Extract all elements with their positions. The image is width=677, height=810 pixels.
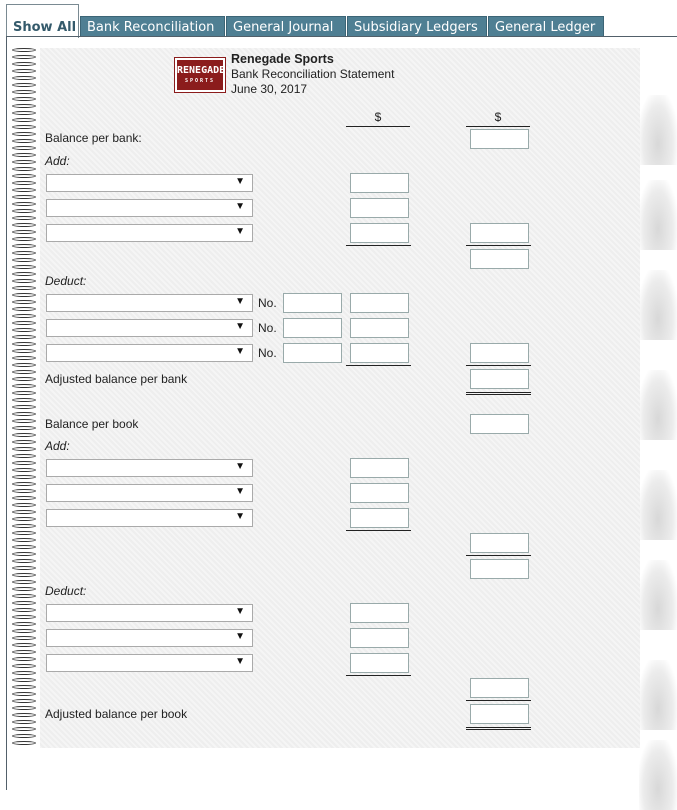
spiral-coil <box>12 447 36 451</box>
spiral-coil <box>12 188 36 192</box>
book-add-label: Add: <box>45 439 70 453</box>
spiral-coil <box>12 685 36 689</box>
bank-add-amount-3[interactable] <box>350 223 409 243</box>
subtotal-rule <box>466 245 531 246</box>
subtotal-rule <box>346 675 411 676</box>
tab-divider <box>6 36 677 37</box>
spiral-coil <box>12 55 36 59</box>
spiral-coil <box>12 181 36 185</box>
spiral-coil <box>12 195 36 199</box>
spiral-coil <box>12 167 36 171</box>
book-deduct-amount-2[interactable] <box>350 628 409 648</box>
subtotal-rule <box>466 700 531 701</box>
background-decoration <box>639 270 677 340</box>
spiral-coil <box>12 48 36 52</box>
subtotal-rule <box>346 365 411 366</box>
spiral-coil <box>12 741 36 745</box>
spiral-coil <box>12 720 36 724</box>
spiral-coil <box>12 727 36 731</box>
subtotal-rule <box>346 530 411 531</box>
spiral-coil <box>12 398 36 402</box>
spiral-coil <box>12 300 36 304</box>
spiral-coil <box>12 692 36 696</box>
book-add-amount-2[interactable] <box>350 483 409 503</box>
spiral-coil <box>12 594 36 598</box>
bank-deduct-amount-2[interactable] <box>350 318 409 338</box>
spiral-coil <box>12 132 36 136</box>
spiral-coil <box>12 384 36 388</box>
balance-per-book-label: Balance per book <box>45 417 139 431</box>
spiral-coil <box>12 321 36 325</box>
background-decoration <box>639 370 677 440</box>
spiral-coil <box>12 713 36 717</box>
spiral-coil <box>12 363 36 367</box>
background-decoration <box>639 560 677 630</box>
spiral-coil <box>12 608 36 612</box>
currency-header-col2: $ <box>466 110 530 127</box>
tab-bar <box>6 4 677 38</box>
bank-subtotal[interactable] <box>470 249 529 269</box>
book-add-select-2[interactable] <box>46 484 253 502</box>
spiral-coil <box>12 223 36 227</box>
spiral-coil <box>12 286 36 290</box>
balance-per-bank-label: Balance per bank: <box>45 131 142 145</box>
spiral-coil <box>12 566 36 570</box>
spiral-coil <box>12 622 36 626</box>
bank-deduct-number-1[interactable] <box>283 293 342 313</box>
bank-add-select-3[interactable] <box>46 224 253 242</box>
tab-general-ledger[interactable]: General Ledger <box>488 16 604 37</box>
adjusted-book-input[interactable] <box>470 704 529 724</box>
logo-text: RENEGADE <box>177 65 226 76</box>
background-decoration <box>639 740 677 810</box>
cheque-no-label: No. <box>258 321 277 335</box>
statement-title: Bank Reconciliation Statement <box>231 67 395 81</box>
spiral-coil <box>12 650 36 654</box>
spiral-coil <box>12 510 36 514</box>
tab-general-journal[interactable]: General Journal <box>226 16 346 37</box>
bank-deduct-amount-1[interactable] <box>350 293 409 313</box>
spiral-coil <box>12 307 36 311</box>
bank-add-select-2[interactable] <box>46 199 253 217</box>
company-name: Renegade Sports <box>231 52 334 66</box>
spiral-coil <box>12 349 36 353</box>
spiral-coil <box>12 230 36 234</box>
chevron-down-icon: ▼ <box>235 461 245 472</box>
spiral-coil <box>12 279 36 283</box>
spiral-coil <box>12 69 36 73</box>
book-subtotal[interactable] <box>470 559 529 579</box>
spiral-coil <box>12 160 36 164</box>
spiral-coil <box>12 629 36 633</box>
spiral-coil <box>12 671 36 675</box>
chevron-down-icon: ▼ <box>235 296 245 307</box>
spiral-coil <box>12 580 36 584</box>
spiral-coil <box>12 244 36 248</box>
tab-subsidiary-ledgers[interactable]: Subsidiary Ledgers <box>347 16 487 37</box>
chevron-down-icon: ▼ <box>235 226 245 237</box>
tab-bank-reconciliation[interactable]: Bank Reconciliation <box>80 16 225 37</box>
bank-deduct-select-3[interactable] <box>46 344 253 362</box>
spiral-coil <box>12 314 36 318</box>
spiral-coil <box>12 531 36 535</box>
spiral-coil <box>12 454 36 458</box>
adjusted-bank-input[interactable] <box>470 369 529 389</box>
bank-deduct-total[interactable] <box>470 343 529 363</box>
spiral-coil <box>12 202 36 206</box>
statement-header <box>231 52 394 97</box>
chevron-down-icon: ▼ <box>235 606 245 617</box>
spiral-coil <box>12 517 36 521</box>
chevron-down-icon: ▼ <box>235 346 245 357</box>
book-deduct-select-3[interactable] <box>46 654 253 672</box>
spiral-coil <box>12 174 36 178</box>
bank-deduct-label: Deduct: <box>45 274 87 288</box>
spiral-coil <box>12 342 36 346</box>
spiral-coil <box>12 559 36 563</box>
adjusted-book-label: Adjusted balance per book <box>45 707 188 721</box>
spiral-coil <box>12 258 36 262</box>
statement-date: June 30, 2017 <box>231 82 308 96</box>
chevron-down-icon: ▼ <box>235 486 245 497</box>
spiral-coil <box>12 489 36 493</box>
background-decoration <box>639 660 677 730</box>
spiral-coil <box>12 62 36 66</box>
chevron-down-icon: ▼ <box>235 631 245 642</box>
bank-add-label: Add: <box>45 154 70 168</box>
spiral-coil <box>12 90 36 94</box>
spiral-coil <box>12 209 36 213</box>
spiral-coil <box>12 699 36 703</box>
spiral-coil <box>12 643 36 647</box>
spiral-coil <box>12 335 36 339</box>
book-add-amount-1[interactable] <box>350 458 409 478</box>
chevron-down-icon: ▼ <box>235 656 245 667</box>
background-decoration <box>639 470 677 540</box>
book-deduct-select-1[interactable] <box>46 604 253 622</box>
spiral-coil <box>12 496 36 500</box>
book-deduct-label: Deduct: <box>45 584 87 598</box>
spiral-coil <box>12 552 36 556</box>
spiral-coil <box>12 356 36 360</box>
spiral-coil <box>12 468 36 472</box>
subtotal-rule <box>346 245 411 246</box>
spiral-coil <box>12 97 36 101</box>
spiral-coil <box>12 426 36 430</box>
company-logo <box>175 58 225 92</box>
bank-deduct-number-2[interactable] <box>283 318 342 338</box>
spiral-coil <box>12 125 36 129</box>
spiral-coil <box>12 440 36 444</box>
bank-deduct-select-1[interactable] <box>46 294 253 312</box>
book-deduct-amount-3[interactable] <box>350 653 409 673</box>
book-add-amount-3[interactable] <box>350 508 409 528</box>
logo-subtext: SPORTS <box>184 78 216 84</box>
spiral-coil <box>12 573 36 577</box>
bank-deduct-number-3[interactable] <box>283 343 342 363</box>
spiral-coil <box>12 370 36 374</box>
chevron-down-icon: ▼ <box>235 321 245 332</box>
chevron-down-icon: ▼ <box>235 511 245 522</box>
spiral-coil <box>12 636 36 640</box>
spiral-coil <box>12 601 36 605</box>
spiral-coil <box>12 251 36 255</box>
currency-header-col1: $ <box>346 110 410 127</box>
spiral-coil <box>12 657 36 661</box>
spiral-coil <box>12 83 36 87</box>
spiral-coil <box>12 503 36 507</box>
spiral-coil <box>12 706 36 710</box>
subtotal-rule <box>466 365 531 366</box>
balance-per-bank-input[interactable] <box>470 129 529 149</box>
spiral-coil <box>12 328 36 332</box>
subtotal-rule <box>466 555 531 556</box>
bank-add-amount-1[interactable] <box>350 173 409 193</box>
spiral-coil <box>12 433 36 437</box>
spiral-coil <box>12 678 36 682</box>
book-deduct-total[interactable] <box>470 678 529 698</box>
book-deduct-select-2[interactable] <box>46 629 253 647</box>
spiral-coil <box>12 475 36 479</box>
adjusted-bank-label: Adjusted balance per bank <box>45 372 188 386</box>
bank-deduct-select-2[interactable] <box>46 319 253 337</box>
spiral-coil <box>12 664 36 668</box>
spiral-coil <box>12 76 36 80</box>
total-double-rule <box>466 392 531 395</box>
background-decoration <box>639 180 677 250</box>
spiral-coil <box>12 146 36 150</box>
book-add-total[interactable] <box>470 533 529 553</box>
spiral-coil <box>12 216 36 220</box>
spiral-coil <box>12 482 36 486</box>
balance-per-book-input[interactable] <box>470 414 529 434</box>
bank-add-amount-2[interactable] <box>350 198 409 218</box>
spiral-coil <box>12 104 36 108</box>
spiral-coil <box>12 545 36 549</box>
spiral-coil <box>12 405 36 409</box>
bank-deduct-amount-3[interactable] <box>350 343 409 363</box>
cheque-no-label: No. <box>258 296 277 310</box>
chevron-down-icon: ▼ <box>235 176 245 187</box>
bank-add-select-1[interactable] <box>46 174 253 192</box>
spiral-coil <box>12 111 36 115</box>
spiral-coil <box>12 237 36 241</box>
book-add-select-1[interactable] <box>46 459 253 477</box>
tab-show-all[interactable]: Show All <box>6 4 79 38</box>
bank-add-total[interactable] <box>470 223 529 243</box>
spiral-coil <box>12 153 36 157</box>
spiral-coil <box>12 587 36 591</box>
spiral-coil <box>12 265 36 269</box>
book-deduct-amount-1[interactable] <box>350 603 409 623</box>
book-add-select-3[interactable] <box>46 509 253 527</box>
spiral-coil <box>12 139 36 143</box>
spiral-coil <box>12 524 36 528</box>
spiral-coil <box>12 412 36 416</box>
spiral-coil <box>12 615 36 619</box>
spiral-coil <box>12 118 36 122</box>
spiral-coil <box>12 272 36 276</box>
spiral-coil <box>12 391 36 395</box>
spiral-coil <box>12 734 36 738</box>
chevron-down-icon: ▼ <box>235 201 245 212</box>
spiral-coil <box>12 293 36 297</box>
spiral-coil <box>12 419 36 423</box>
spiral-coil <box>12 377 36 381</box>
cheque-no-label: No. <box>258 346 277 360</box>
spiral-coil <box>12 461 36 465</box>
frame-border <box>6 36 7 790</box>
background-decoration <box>639 95 677 165</box>
spiral-coil <box>12 538 36 542</box>
total-double-rule <box>466 727 531 730</box>
